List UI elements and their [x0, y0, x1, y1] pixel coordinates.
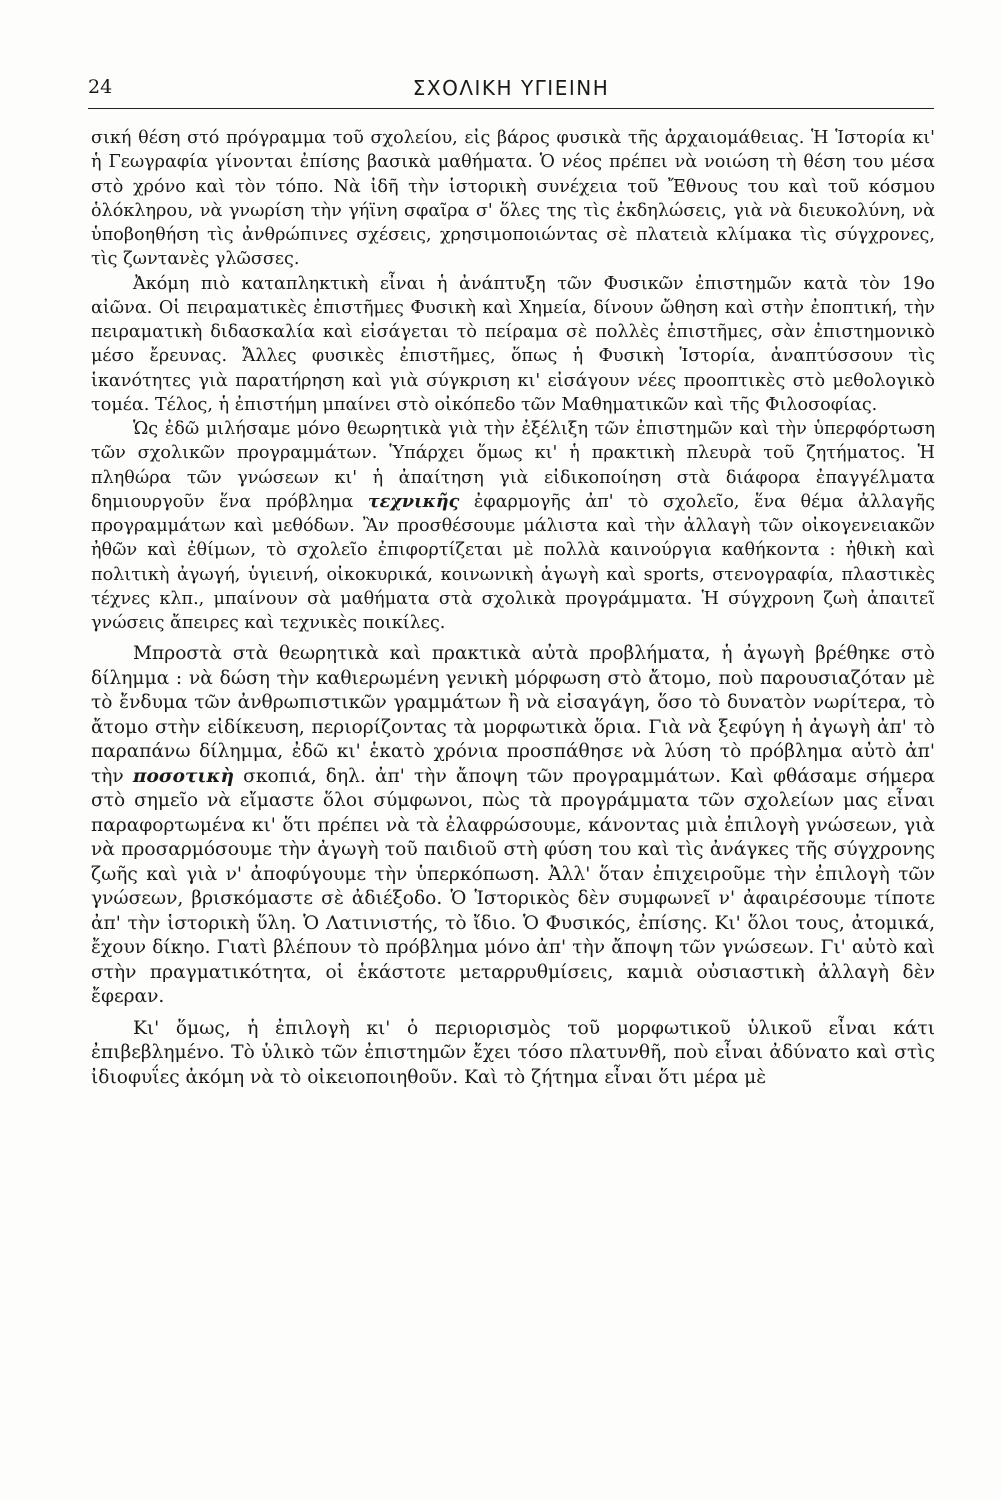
page-header — [88, 72, 934, 108]
paragraph-physical-sciences: Ἀκόμη πιὸ καταπληκτικὴ εἶναι ἡ ἀνάπτυξη τῶν Φυσικῶν ἐπιστημῶν κατὰ τὸν 19ο αἰῶνα. Οἱ πειραματικὲς ἐπιστῆμες Φυσικὴ καὶ Χημεία, δίνουν ὤθηση καὶ στὴν ἐποπτική, τὴν πειραματικὴ διδασκαλία καὶ εἰσάγεται τὸ πείραμα σὲ πολλὲς ἐπιστῆμες, σὰν ἐπιστημονικὸ μέσο ἔρευνας. Ἄλλες φυσικὲς ἐπιστῆμες, ὅπως ἡ Φυσικὴ Ἱστορία, ἀναπτύσσουν τὶς ἱκανότητες γιὰ παρατήρηση καὶ γιὰ σύγκριση κι' εἰσάγουν νέες προοπτικὲς στὸ μεθολογικὸ τομέα. Τέλος, ἡ ἐπιστήμη μπαίνει στὸ οἰκόπεδο τῶν Μαθηματικῶν καὶ τῆς Φιλοσοφίας. — [91, 273, 935, 415]
paragraph-continued: σική θέση στό πρόγραμμα τοῦ σχολείου, εἰς βάρος φυσικὰ τῆς ἀρχαιομάθειας. Ἡ Ἱστορία κι' ἡ Γεωγραφία γίνονται ἐπίσης βασικὰ μαθήματα. Ὁ νέος πρέπει νὰ νοιώση τὴ θέση του μέσα στὸ χρόνο καὶ τὸν τόπο. Νὰ ἰδῆ τὴν ἱστορικὴ συνέχεια τοῦ Ἔθνους του καὶ τοῦ κόσμου ὁλόκληρου, νὰ γνωρίση τὴν γήϊνη σφαῖρα σ' ὅλες της τὶς ἐκδηλώσεις, γιὰ νὰ διευκολύνη, νὰ ὑποβοηθήση τὶς ἀνθρώπινες σχέσεις, χρησιμοποιώντας σὲ πλατειὰ κλίμακα τὶς σύγχρονες, τὶς ζωντανὲς γλῶσσες. — [91, 128, 935, 270]
paragraph-text: Ὡς ἐδῶ μιλήσαμε μόνο θεωρητικὰ γιὰ τὴν ἐξέλιξη τῶν ἐπιστημῶν καὶ τὴν ὑπερφόρτωση τῶν σχολικῶν προγραμμάτων. Ὑπάρχει ὅμως κι' ἡ πρακτικὴ πλευρὰ τοῦ ζητήματος. Ἡ πληθώρα τῶν γνώσεων κι' ἡ ἀπαίτηση γιὰ εἰδικοποίηση στὰ διάφορα ἐπαγγέλματα δημιουργοῦν ἕνα πρόβλημα — [91, 419, 935, 512]
page-number: 24 — [88, 76, 113, 98]
header-rule — [88, 108, 934, 109]
emphasized-word: τεχνικῆς — [367, 490, 460, 512]
paragraph-text: ἐφαρμογῆς ἀπ' τὸ σχολεῖο, ἕνα θέμα ἀλλαγῆς προγραμμάτων καὶ μεθόδων. Ἂν προσθέσουμε μάλιστα καὶ τὴν ἀλλαγὴ τῶν οἰκογενειακῶν ἠθῶν καὶ ἐθίμων, τὸ σχολεῖο ἐπιφορτίζεται μὲ πολλὰ καινούργια καθήκοντα : ἠθικὴ καὶ πολιτικὴ ἀγωγή, ὑγιεινή, οἰκοκυρικά, κοινωνικὴ ἀγωγὴ καὶ sports, στενογραφία, πλαστικὲς τέχνες κλπ., μπαίνουν σὰ μαθήματα στὰ σχολικὰ προγράμματα. Ἡ σύγχρονη ζωὴ ἀπαιτεῖ γνώσεις ἄπειρες καὶ τεχνικὲς ποικίλες. — [91, 491, 936, 633]
running-head: ΣΧΟΛΙΚΗ ΥΓΙΕΙΝΗ — [412, 76, 610, 100]
paragraph-selection: Κι' ὅμως, ἡ ἐπιλογὴ κι' ὁ περιορισμὸς τοῦ μορφωτικοῦ ὑλικοῦ εἶναι κάτι ἐπιβεβλημένο. Τὸ ὑλικὸ τῶν ἐπιστημῶν ἔχει τόσο πλατυνθῆ, ποὺ εἶναι ἀδύνατο καὶ στὶς ἰδιοφυΐες ἀκόμη νὰ τὸ οἰκειοποιηθοῦν. Καὶ τὸ ζήτημα εἶναι ὅτι μέρα μὲ — [91, 1017, 935, 1088]
paragraph-practical-side — [91, 417, 935, 635]
paragraph-dilemma — [91, 642, 935, 1010]
emphasized-word: ποσοτικὴ — [132, 765, 234, 787]
body-text — [91, 126, 935, 1090]
paragraph-text: σκοπιά, δηλ. ἀπ' τὴν ἄποψη τῶν προγραμμάτων. Καὶ φθάσαμε σήμερα στὸ σημεῖο νὰ εἴμαστε ὅλοι σύμφωνοι, πὼς τὰ προγράμματα τῶν σχολείων μας εἶναι παραφορτωμένα κι' ὅτι πρέπει νὰ τὰ ἐλαφρώσουμε, κάνοντας μιὰ ἐπιλογὴ γνώσεων, γιὰ νὰ προσαρμόσουμε τὴν ἀγωγὴ τοῦ παιδιοῦ στὴ φύση του καὶ τὶς ἀνάγκες τῆς σύγχρονης ζωῆς καὶ γιὰ ν' ἀποφύγουμε τὴν ὑπερκόπωση. Ἀλλ' ὅταν ἐπιχειροῦμε τὴν ἐπιλογὴ τῶν γνώσεων, βρισκόμαστε σὲ ἀδιέξοδο. Ὁ Ἱστορικὸς δὲν συμφωνεῖ ν' ἀφαιρέσουμε τίποτε ἀπ' τὴν ἱστορικὴ ὕλη. Ὁ Λατινιστής, τὸ ἴδιο. Ὁ Φυσικός, ἐπίσης. Κι' ὅλοι τους, ἀτομικά, ἔχουν δίκηο. Γιατὶ βλέπουν τὸ πρόβλημα μόνο ἀπ' τὴν ἄποψη τῶν γνώσεων. Γι' αὐτὸ καὶ στὴν πραγματικότητα, οἱ ἑκάστοτε μεταρρυθμίσεις, καμιὰ οὐσιαστικὴ ἀλλαγὴ δὲν ἔφεραν. — [91, 765, 935, 1008]
paragraph-text: Μπροστὰ στὰ θεωρητικὰ καὶ πρακτικὰ αὐτὰ προβλήματα, ἡ ἀγωγὴ βρέθηκε στὸ δίλημμα : νὰ δώση τὴν καθιερωμένη γενικὴ μόρφωση στὸ ἄτομο, ποὺ παρουσιαζόταν μὲ τὸ ἔνδυμα τῶν ἀνθρωπιστικῶν γραμμάτων ἢ νὰ εἰσαγάγη, ὅσο τὸ δυνατὸν νωρίτερα, τὸ ἄτομο στὴν εἰδίκευση, περιορίζοντας τὰ μορφωτικὰ ὅρια. Γιὰ νὰ ξεφύγη ἡ ἀγωγὴ ἀπ' τὸ παραπάνω δίλημμα, ἐδῶ κι' ἑκατὸ χρόνια προσπάθησε νὰ λύση τὸ πρόβλημα αὐτὸ ἀπ' τὴν — [91, 643, 935, 787]
